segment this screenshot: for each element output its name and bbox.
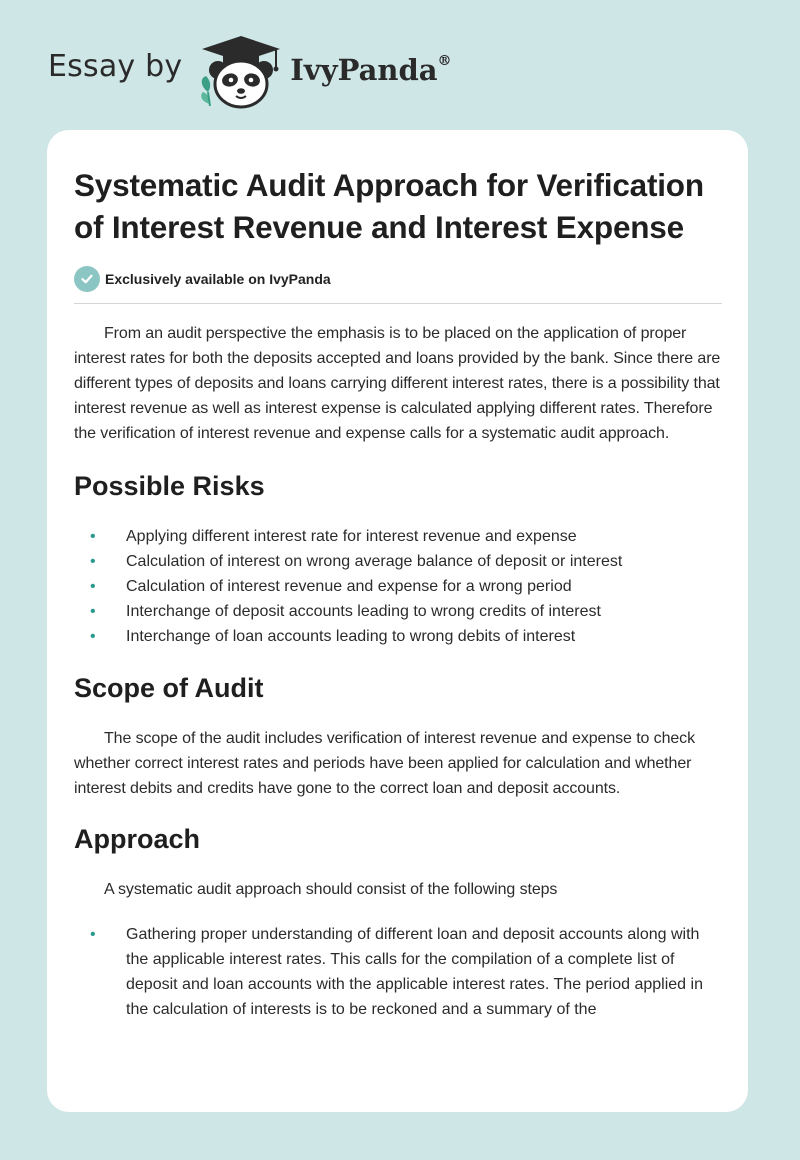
list-item-text: Applying different interest rate for interest revenue and expense bbox=[126, 528, 577, 545]
brand-name bbox=[290, 53, 451, 87]
bullet-dot-icon: • bbox=[90, 578, 96, 595]
risks-heading: Possible Risks bbox=[74, 471, 265, 501]
bullet-dot-icon: • bbox=[90, 926, 96, 943]
list-item bbox=[74, 922, 722, 1022]
list-item bbox=[74, 524, 722, 549]
list-item bbox=[74, 599, 722, 624]
registered-mark: ® bbox=[437, 53, 452, 70]
bullet-dot-icon: • bbox=[90, 553, 96, 570]
intro-paragraph: From an audit perspective the emphasis is to be placed on the application of proper interest rates for both the deposits accepted and loans provided by the bank. Since there are different types of deposits and loans carrying different interest rates, there is a possibility that interest revenue as well as interest expense is calculated applying different rates. Therefore the verification of interest revenue and expense calls for a systematic audit approach. bbox=[74, 325, 721, 442]
list-item bbox=[74, 624, 722, 649]
list-item-text: Gathering proper understanding of different loan and deposit accounts along with the applicable interest rates. This calls for the compilation of a complete list of deposit and loan accounts with the applicable interest rates. The period applied in the calculation of interests is to be reckoned and a summary of the bbox=[126, 926, 703, 1018]
divider bbox=[74, 303, 722, 304]
approach-intro: A systematic audit approach should consist of the following steps bbox=[104, 881, 558, 898]
approach-heading: Approach bbox=[74, 824, 201, 854]
scope-heading: Scope of Audit bbox=[74, 673, 264, 703]
bullet-dot-icon: • bbox=[90, 603, 96, 620]
list-item-text: Interchange of deposit accounts leading to wrong credits of interest bbox=[126, 603, 601, 620]
exclusive-badge bbox=[74, 266, 722, 292]
check-badge-icon bbox=[74, 266, 100, 292]
risks-list bbox=[74, 524, 722, 649]
bullet-dot-icon: • bbox=[90, 528, 96, 545]
list-item-text: Interchange of loan accounts leading to wrong debits of interest bbox=[126, 628, 576, 645]
list-item bbox=[74, 574, 722, 599]
brand-prefix: Essay by bbox=[48, 48, 183, 84]
list-item bbox=[74, 549, 722, 574]
list-item-text: Calculation of interest on wrong average balance of deposit or interest bbox=[126, 553, 623, 570]
scope-paragraph: The scope of the audit includes verification of interest revenue and expense to check whether correct interest rates and periods have been applied for calculation and whether interest debits and credits have gone to the correct loan and deposit accounts. bbox=[74, 730, 695, 797]
panda-graduate-logo-icon[interactable] bbox=[196, 34, 286, 110]
brand-name-text: IvyPanda bbox=[290, 53, 438, 87]
exclusive-label: Exclusively available on IvyPanda bbox=[105, 271, 331, 287]
article-title: Systematic Audit Approach for Verification of Interest Revenue and Interest Expense bbox=[74, 167, 704, 245]
bullet-dot-icon: • bbox=[90, 628, 96, 645]
brand-header bbox=[48, 34, 452, 110]
article-card bbox=[47, 130, 748, 1112]
list-item-text: Calculation of interest revenue and expense for a wrong period bbox=[126, 578, 572, 595]
approach-list bbox=[74, 922, 722, 1022]
